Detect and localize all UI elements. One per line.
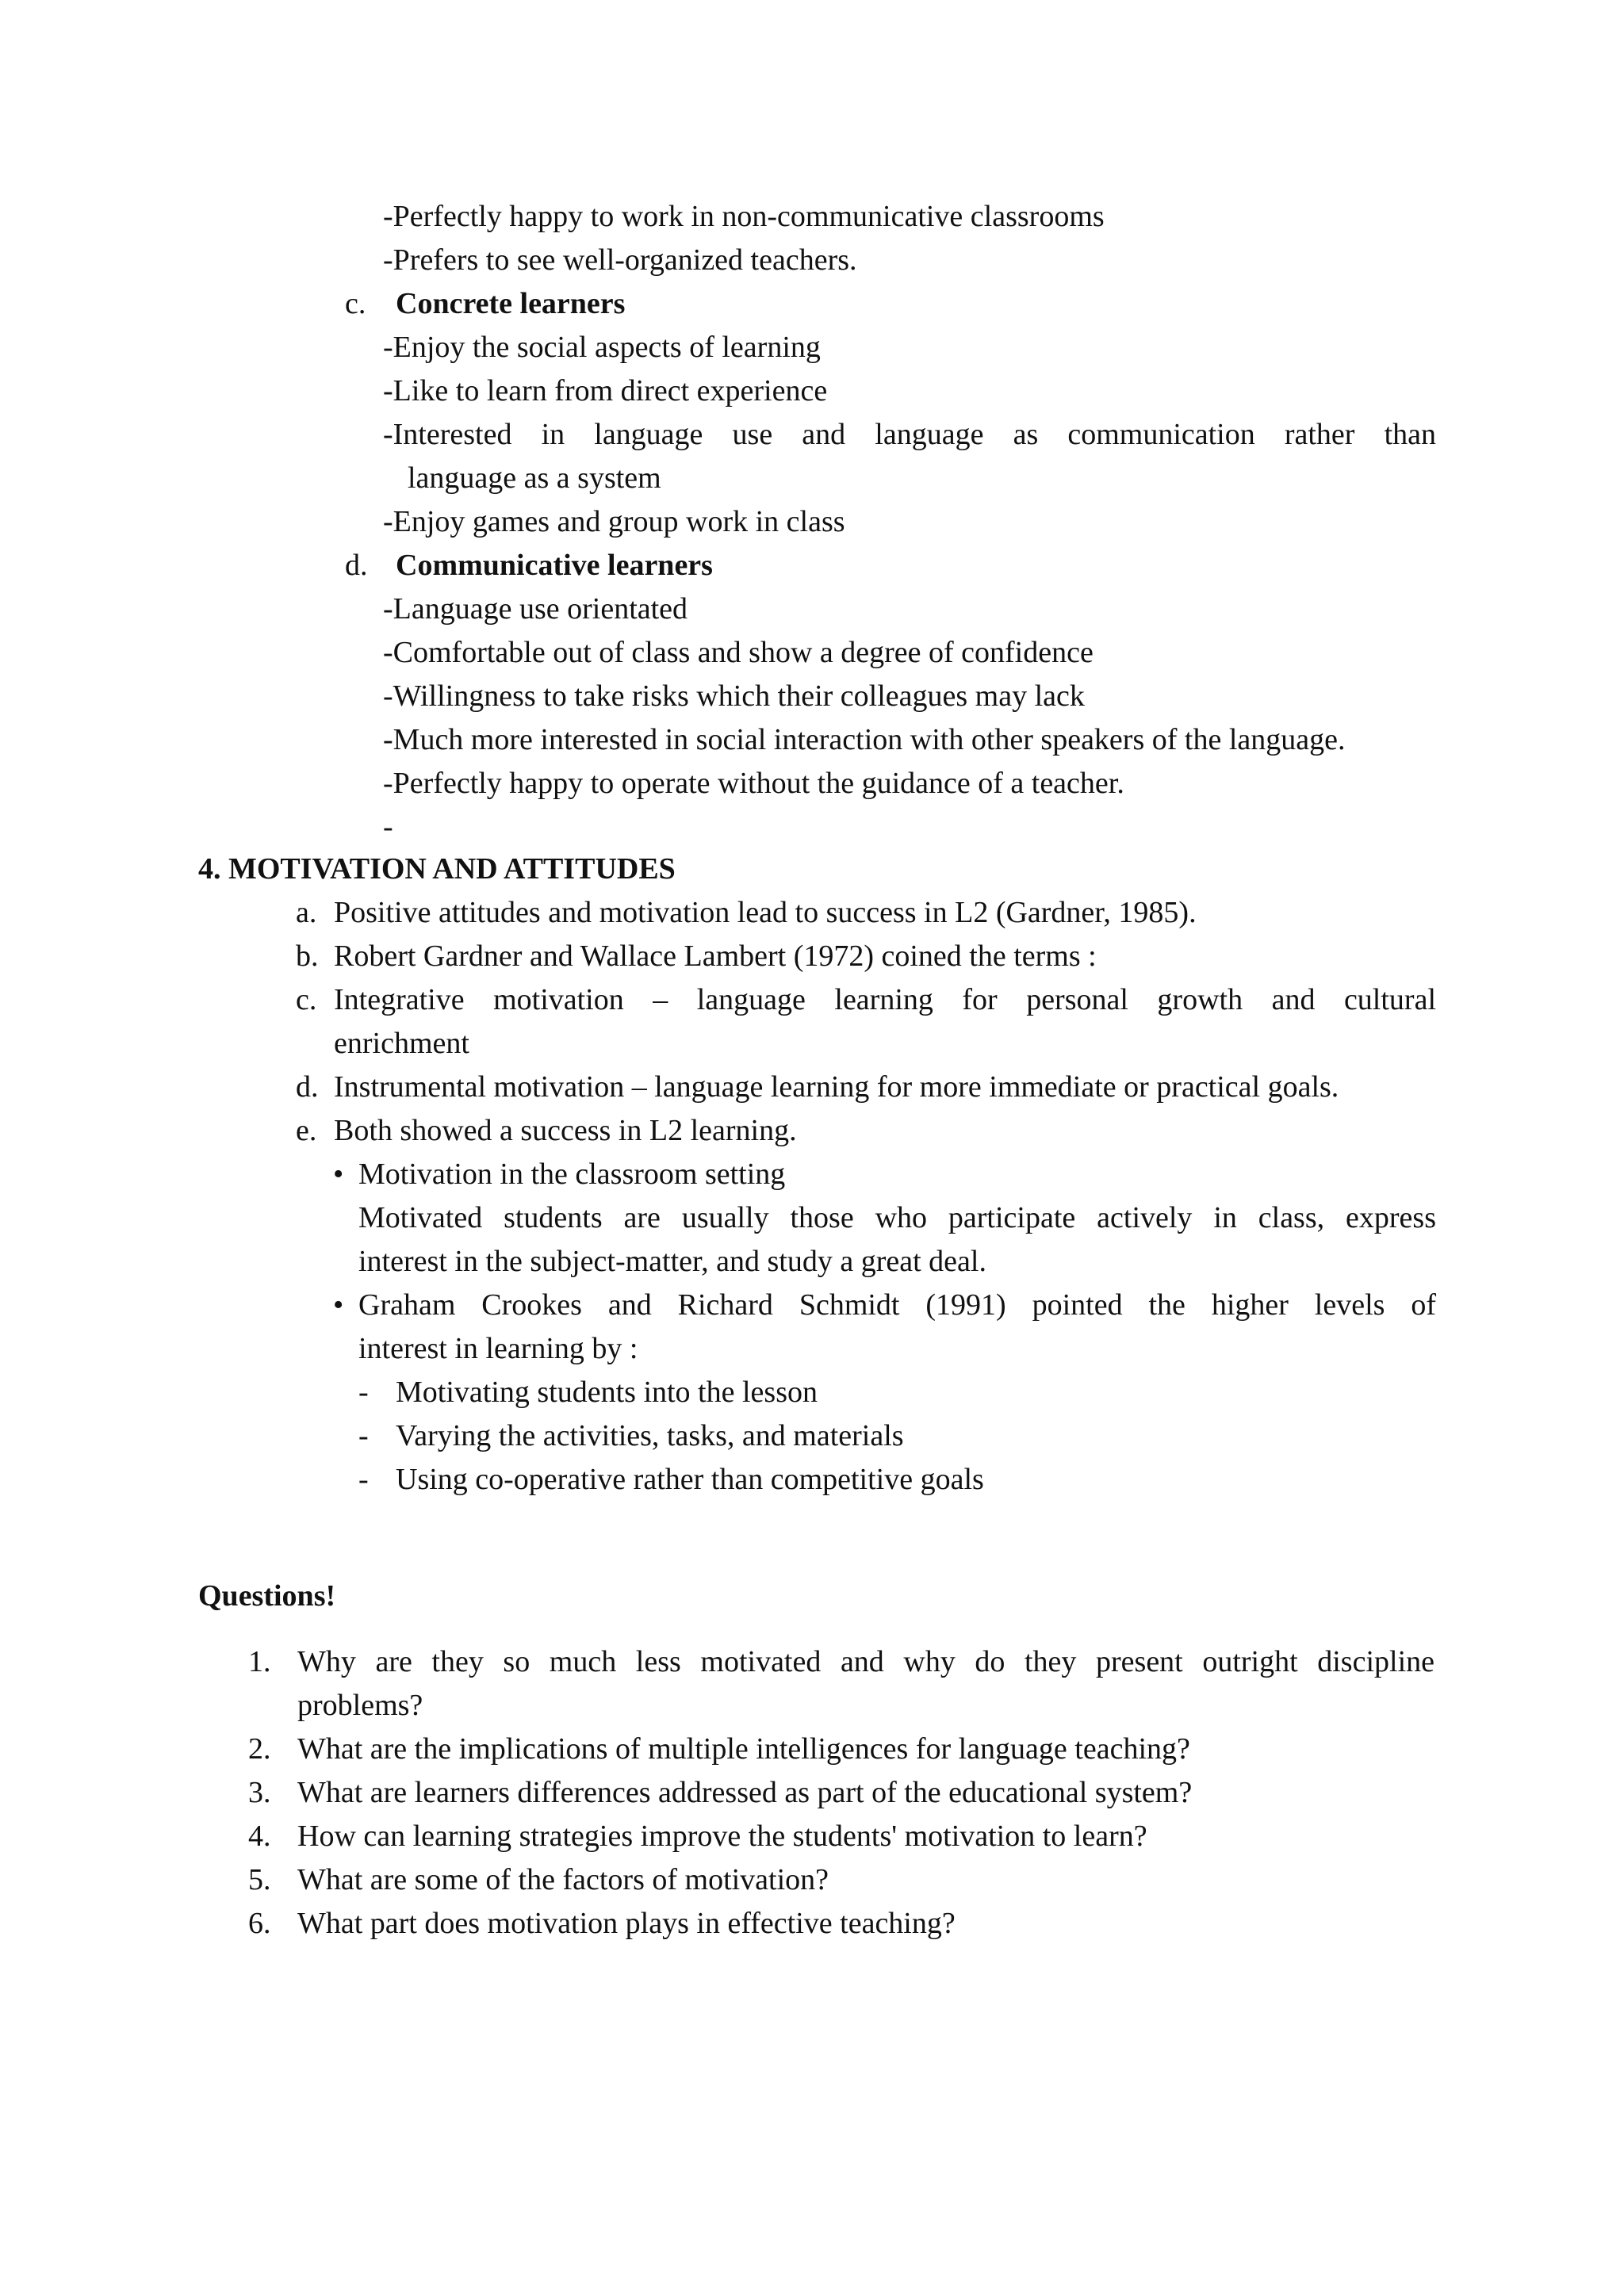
list-item: Robert Gardner and Wallace Lambert (1972) coined the terms : [334,939,1097,973]
list-item: Integrative motivation – language learning for personal growth and cultural [334,983,1436,1016]
bullet-icon: • [333,1158,344,1191]
questions-heading: Questions! [198,1579,336,1613]
list-item: -Prefers to see well-organized teachers. [383,243,857,277]
dash-marker: - [358,1463,369,1496]
list-marker: b. [296,939,319,973]
subheading-communicative-learners: Communicative learners [396,549,713,582]
question-number: 2. [248,1732,271,1766]
list-item: -Perfectly happy to operate without the guidance of a teacher. [383,767,1124,800]
dash-item: Motivating students into the lesson [396,1376,818,1409]
list-item-continuation: language as a system [408,461,661,495]
list-marker: d. [345,549,368,582]
list-item: Positive attitudes and motivation lead to success in L2 (Gardner, 1985). [334,896,1197,929]
list-item: -Interested in language use and language as communication rather than [383,418,1436,451]
section-heading: 4. MOTIVATION AND ATTITUDES [198,852,676,886]
question-item: What are some of the factors of motivation? [297,1863,829,1896]
paragraph-line: interest in the subject-matter, and study a great deal. [358,1245,986,1278]
paragraph-line: Motivated students are usually those who participate actively in class, express [358,1201,1436,1234]
question-item: What are the implications of multiple intelligences for language teaching? [297,1732,1190,1766]
list-item: -Perfectly happy to work in non-communicative classrooms [383,200,1105,233]
dash-marker: - [358,1376,369,1409]
list-item: Instrumental motivation – language learning for more immediate or practical goals. [334,1070,1339,1104]
question-number: 3. [248,1776,271,1809]
list-item: -Language use orientated [383,592,688,626]
bullet-title: Motivation in the classroom setting [358,1158,786,1191]
list-item: -Much more interested in social interaction with other speakers of the language. [383,723,1346,756]
list-item: -Like to learn from direct experience [383,374,828,408]
bullet-icon: • [333,1288,344,1322]
list-item: -Comfortable out of class and show a degree of confidence [383,636,1094,669]
question-item: Why are they so much less motivated and why do they present outright discipline [297,1645,1434,1678]
question-number: 4. [248,1820,271,1853]
dash-item: Using co-operative rather than competitive goals [396,1463,984,1496]
question-number: 5. [248,1863,271,1896]
question-item: What part does motivation plays in effective teaching? [297,1907,956,1940]
paragraph-line: interest in learning by : [358,1332,638,1365]
list-item: Both showed a success in L2 learning. [334,1114,797,1147]
question-number: 6. [248,1907,271,1940]
list-item: -Enjoy games and group work in class [383,505,845,538]
list-marker: c. [296,983,317,1016]
dash-marker: - [358,1419,369,1452]
paragraph-line: Graham Crookes and Richard Schmidt (1991) pointed the higher levels of [358,1288,1436,1322]
question-continuation: problems? [297,1689,423,1722]
question-item: What are learners differences addressed as part of the educational system? [297,1776,1193,1809]
list-item-continuation: enrichment [334,1027,469,1060]
subheading-concrete-learners: Concrete learners [396,287,626,320]
dash-item: Varying the activities, tasks, and materials [396,1419,904,1452]
list-marker: a. [296,896,317,929]
list-item: - [383,810,393,844]
list-marker: d. [296,1070,319,1104]
list-item: -Enjoy the social aspects of learning [383,331,821,364]
list-marker: e. [296,1114,317,1147]
list-marker: c. [345,287,366,320]
list-item: -Willingness to take risks which their colleagues may lack [383,679,1085,713]
question-number: 1. [248,1645,271,1678]
question-item: How can learning strategies improve the students' motivation to learn? [297,1820,1147,1853]
